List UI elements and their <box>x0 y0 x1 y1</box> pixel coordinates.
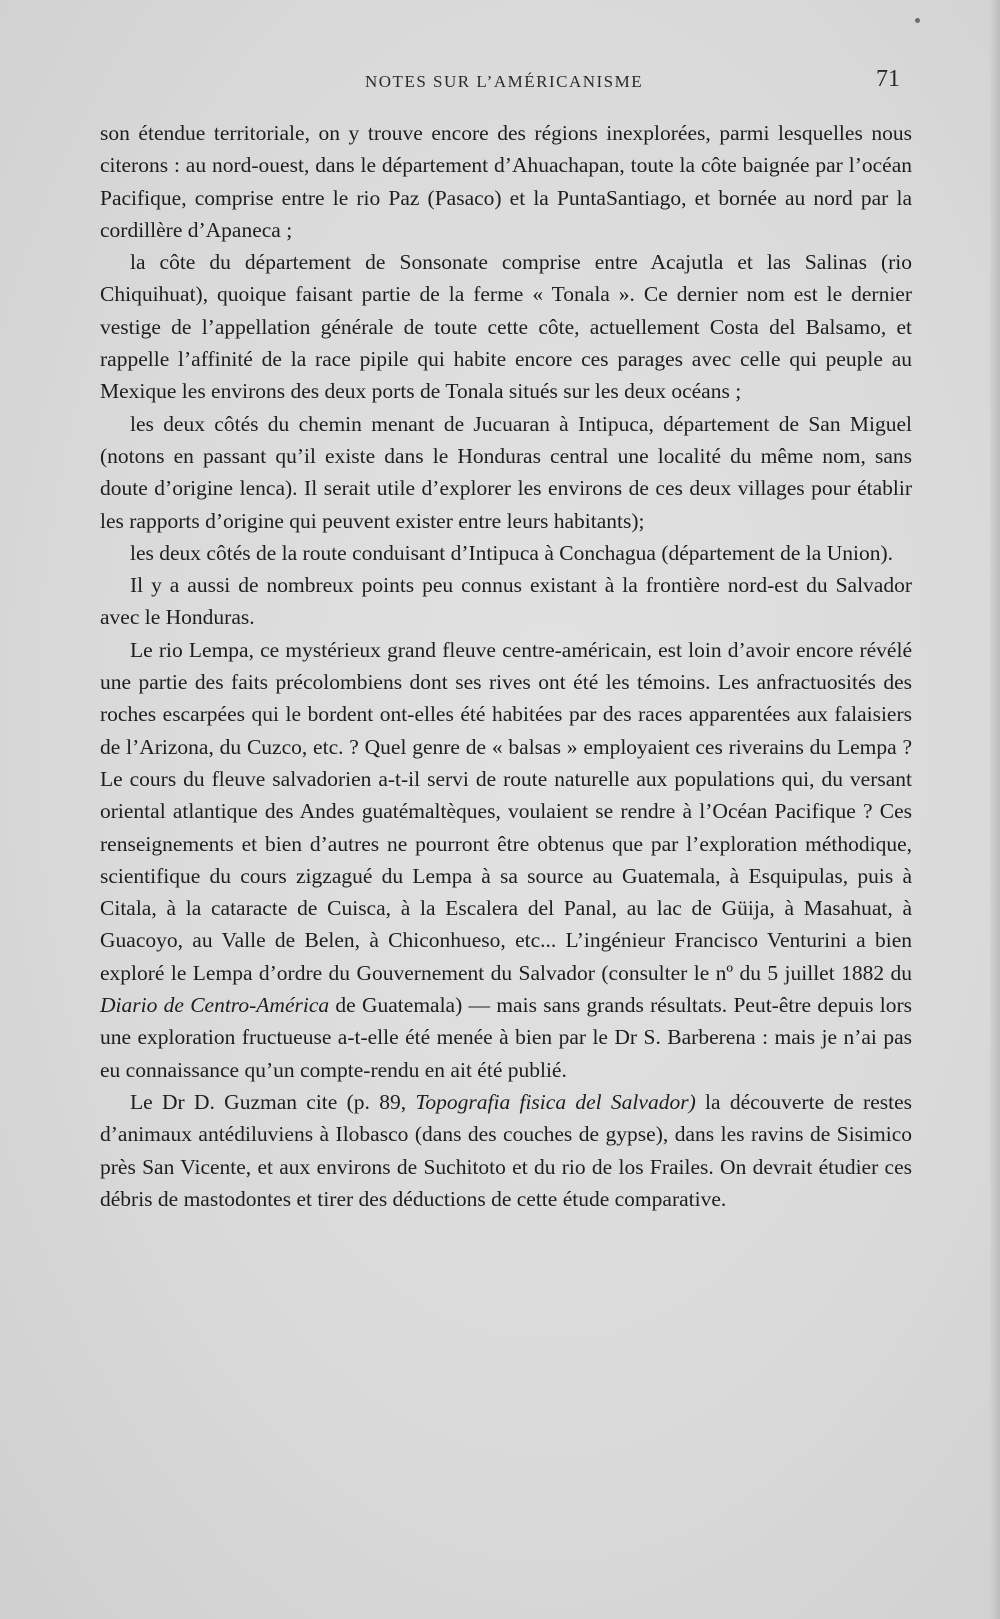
paragraph-6-italic: Diario de Centro-América <box>100 993 330 1018</box>
paragraph-7 <box>100 1086 912 1215</box>
paragraph-4: les deux côtés de la route conduisant d’Intipuca à Conchagua (département de la Union). <box>130 540 893 565</box>
body-text <box>100 117 912 1215</box>
paragraph-6-text-a: Le rio Lempa, ce mystérieux grand fleuve centre-américain, est loin d’avoir encore révélé une partie des faits précolombiens dont ses rives ont été les témoins. Les anfractuosités des roches escarpées qui le bordent ont-elles été habitées par des races apparentées aux falaisiers de l’Arizona, du Cuzco, etc. ? Quel genre de « balsas » employaient ces riverains du Lempa ? Le cours du fleuve salvadorien a-t-il servi de route naturelle aux populations qui, du versant oriental atlantique des Andes guatémaltèques, voulaient se rendre à l’Océan Pacifique ? Ces renseignements et bien d’autres ne pourront être obtenus que par l’exploration méthodique, scientifique du cours zigzagué du Lempa à sa source au Guatemala, à Esquipulas, puis à Citala, à la cataracte de Cuisca, à la Escalera del Panal, au lac de Güija, à Masahuat, à Guacoyo, au Valle de Belen, à Chiconhueso, etc... L’ingénieur Francisco Venturini a bien exploré le Lempa d’ordre du Gouvernement du Salvador (consulter le nº du 5 juillet 1882 du <box>100 637 912 985</box>
page-number: 71 <box>876 66 900 92</box>
ink-speck <box>915 18 920 23</box>
paragraph-2: la côte du département de Sonsonate comprise entre Acajutla et las Salinas (rio Chiquihuat), quoique faisant partie de la ferme « Tonala ». Ce dernier nom est le dernier vestige de l’appellation générale de toute cette côte, actuellement Costa del Balsamo, et rappelle l’affinité de la race pipile qui habite encore ces parages avec celle qui peuple au Mexique les environs des deux ports de Tonala situés sur les deux océans ; <box>100 250 912 404</box>
paragraph-6 <box>100 634 912 1086</box>
paragraph-1: son étendue territoriale, on y trouve encore des régions inexplorées, parmi lesquelles nous citerons : au nord-ouest, dans le département d’Ahuachapan, toute la côte baignée par l’océan Pacifique, comprise entre le rio Paz (Pasaco) et la PuntaSantiago, et bornée au nord par la cordillère d’Apaneca ; <box>100 121 912 242</box>
page-edge-shadow <box>990 0 1000 1619</box>
paragraph-6-text-b: de Guatemala) — mais sans grands résultats. Peut-être depuis lors une exploration fructueuse a-t-elle été menée à bien par le Dr S. Barberena : mais je n’ai pas eu connaissance qu’un compte-rendu en ait été publié. <box>100 993 912 1082</box>
running-head: NOTES SUR L’AMÉRICANISME <box>365 72 644 91</box>
paragraph-3: les deux côtés du chemin menant de Jucuaran à Intipuca, département de San Miguel (notons en passant qu’il existe dans le Honduras central une localité du même nom, sans doute d’origine lenca). Il serait utile d’explorer les environs de ces deux villages pour établir les rapports d’origine qui peuvent exister entre leurs habitants); <box>100 411 912 533</box>
paragraph-5: Il y a aussi de nombreux points peu connus existant à la frontière nord-est du Salvador avec le Honduras. <box>100 573 912 630</box>
paragraph-7-text-b: la découverte de restes d’animaux antédiluviens à Ilobasco (dans des couches de gypse), dans les ravins de Sisimico près San Vicente, et aux environs de Suchitoto et du rio de los Frailes. On devrait étudier ces débris de mastodontes et tirer des déductions de cette étude comparative. <box>100 1089 912 1211</box>
paragraph-7-italic: Topografia fisica del Salvador) <box>415 1089 696 1114</box>
paragraph-7-text-a: Le Dr D. Guzman cite (p. 89, <box>130 1089 416 1114</box>
